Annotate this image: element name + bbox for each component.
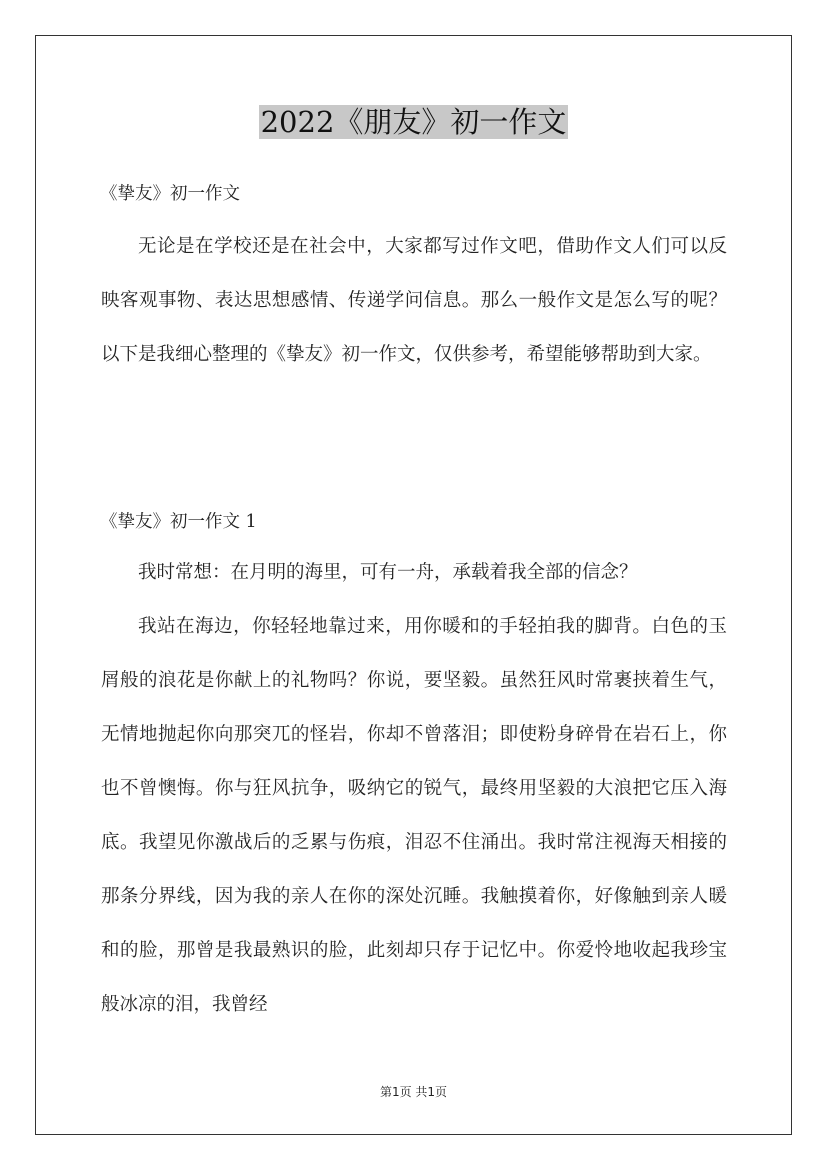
document-title <box>0 100 827 141</box>
page-footer: 第1页 共1页 <box>379 1085 448 1099</box>
document-heading: 《挚友》初一作文 <box>100 184 240 204</box>
section-title: 《挚友》初一作文 1 <box>100 512 257 532</box>
intro-paragraph: 无论是在学校还是在社会中，大家都写过作文吧，借助作文人们可以反映客观事物、表达思想感情、传递学问信息。那么一般作文是怎么写的呢？以下是我细心整理的《挚友》初一作文，仅供参考，希望能够帮助到大家。 <box>101 236 727 365</box>
paragraph-2: 我站在海边，你轻轻地靠过来，用你暖和的手轻拍我的脚背。白色的玉屑般的浪花是你献上的礼物吗？你说，要坚毅。虽然狂风时常裹挟着生气，无情地抛起你向那突兀的怪岩，你却不曾落泪；即使粉身碎骨在岩石上，你也不曾懊悔。你与狂风抗争，吸纳它的锐气，最终用坚毅的大浪把它压入海底。我望见你激战后的乏累与伤痕，泪忍不住涌出。我时常注视海天相接的那条分界线，因为我的亲人在你的深处沉睡。我触摸着你，好像触到亲人暖和的脸，那曾是我最熟识的脸，此刻却只存于记忆中。你爱怜地收起我珍宝般冰凉的泪，我曾经 <box>101 616 727 1015</box>
document-title-text: 2022《朋友》初一作文 <box>260 105 567 139</box>
paragraph-1: 我时常想：在月明的海里，可有一舟，承载着我全部的信念？ <box>138 562 638 583</box>
